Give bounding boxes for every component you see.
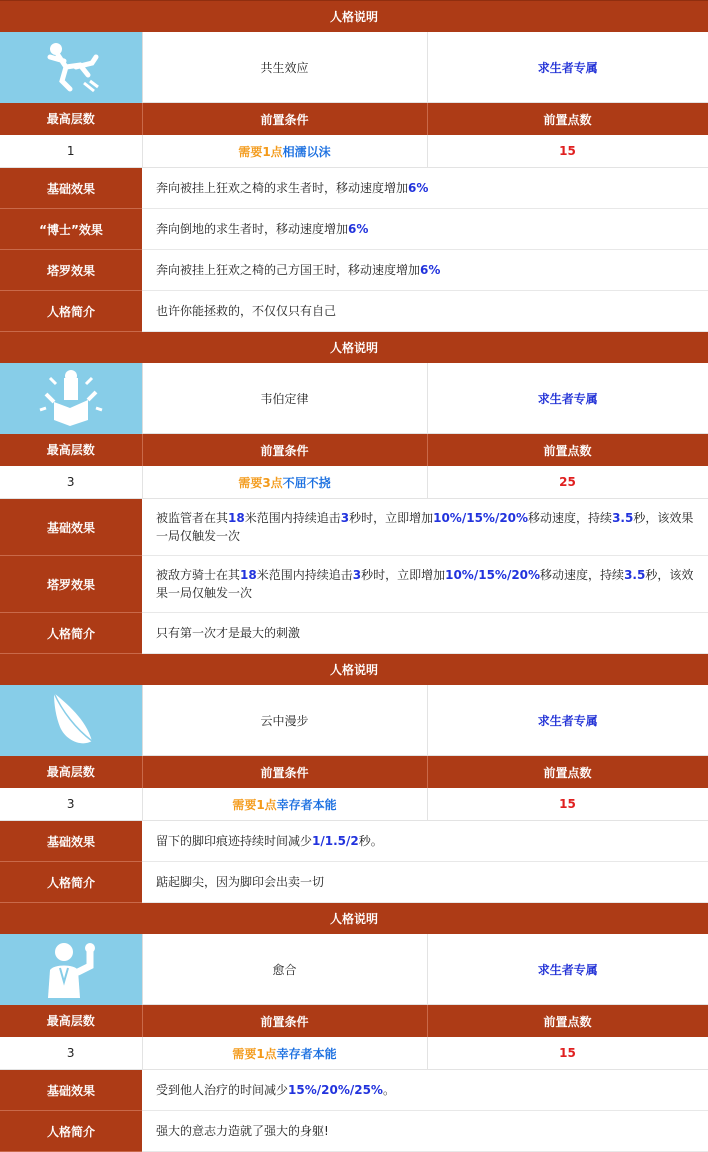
condition-value [142, 135, 427, 168]
row-label-basic: 基础效果 [0, 168, 142, 209]
basic-effect: 奔向被挂上狂欢之椅的求生者时，移动速度增加6% [142, 168, 708, 209]
basic-effect: 受到他人治疗的时间减少15%/20%/25%。 [142, 1070, 708, 1111]
points-value: 15 [427, 135, 708, 168]
perk-icon-cell [0, 685, 142, 756]
prerequisite-link[interactable]: 幸存者本能 [276, 1046, 337, 1061]
condition-value [142, 466, 427, 499]
basic-effect: 留下的脚印痕迹持续时间减少1/1.5/2秒。 [142, 821, 708, 862]
basic-effect: 被监管者在其18米范围内持续追击3秒时，立即增加10%/15%/20%移动速度，持续3.5秒，该效果一局仅触发一次 [142, 499, 708, 556]
perk-camp: 求生者专属 [427, 934, 708, 1005]
max-level-value: 3 [0, 788, 142, 821]
perk-name: 云中漫步 [142, 685, 427, 756]
col-points: 前置点数 [427, 756, 708, 789]
section-header: 人格说明 [0, 654, 708, 686]
condition-value [142, 788, 427, 821]
row-label-intro: 人格简介 [0, 862, 142, 903]
perk-camp: 求生者专属 [427, 32, 708, 103]
row-label-doctor: “博士”效果 [0, 209, 142, 250]
perk-intro: 踮起脚尖，因为脚印会出卖一切 [142, 862, 708, 903]
perk-intro: 只有第一次才是最大的刺激 [142, 613, 708, 654]
points-value: 25 [427, 466, 708, 499]
col-points: 前置点数 [427, 103, 708, 136]
tarot-effect: 奔向被挂上狂欢之椅的己方国王时，移动速度增加6% [142, 250, 708, 291]
col-max-level: 最高层数 [0, 1005, 142, 1038]
prerequisite-link[interactable]: 相濡以沫 [282, 144, 331, 159]
col-max-level: 最高层数 [0, 434, 142, 467]
row-label-intro: 人格简介 [0, 613, 142, 654]
perk-intro: 强大的意志力造就了强大的身躯! [142, 1111, 708, 1152]
prerequisite-link[interactable]: 幸存者本能 [276, 797, 337, 812]
col-points: 前置点数 [427, 1005, 708, 1038]
row-label-tarot: 塔罗效果 [0, 556, 142, 613]
condition-value [142, 1037, 427, 1070]
section-header: 人格说明 [0, 332, 708, 364]
col-points: 前置点数 [427, 434, 708, 467]
section-header: 人格说明 [0, 903, 708, 935]
row-label-basic: 基础效果 [0, 499, 142, 556]
perk-icon-cell [0, 32, 142, 103]
prerequisite-link[interactable]: 不屈不挠 [282, 475, 331, 490]
points-value: 15 [427, 788, 708, 821]
perk-name: 愈合 [142, 934, 427, 1005]
leaping-figure-icon [36, 37, 106, 97]
col-condition: 前置条件 [142, 103, 427, 136]
feather-icon [36, 689, 106, 751]
condition-points: 需要1点 [232, 797, 277, 812]
flexing-man-icon [36, 938, 106, 1000]
doctor-effect: 奔向倒地的求生者时，移动速度增加6% [142, 209, 708, 250]
col-max-level: 最高层数 [0, 103, 142, 136]
perk-camp: 求生者专属 [427, 363, 708, 434]
perk-icon-cell [0, 363, 142, 434]
row-label-intro: 人格简介 [0, 1111, 142, 1152]
tarot-effect: 被敌方骑士在其18米范围内持续追击3秒时，立即增加10%/15%/20%移动速度，持续3.5秒，该效果一局仅触发一次 [142, 556, 708, 613]
perk-intro: 也许你能拯救的，不仅仅只有自己 [142, 291, 708, 332]
condition-points: 需要3点 [238, 475, 283, 490]
col-condition: 前置条件 [142, 1005, 427, 1038]
max-level-value: 3 [0, 1037, 142, 1070]
max-level-value: 1 [0, 135, 142, 168]
perk-camp: 求生者专属 [427, 685, 708, 756]
col-condition: 前置条件 [142, 434, 427, 467]
row-label-intro: 人格简介 [0, 291, 142, 332]
condition-points: 需要1点 [238, 144, 283, 159]
row-label-tarot: 塔罗效果 [0, 250, 142, 291]
perk-name: 共生效应 [142, 32, 427, 103]
jack-in-box-icon [36, 368, 106, 428]
section-header: 人格说明 [0, 1, 708, 33]
col-max-level: 最高层数 [0, 756, 142, 789]
perk-name: 韦伯定律 [142, 363, 427, 434]
row-label-basic: 基础效果 [0, 821, 142, 862]
col-condition: 前置条件 [142, 756, 427, 789]
max-level-value: 3 [0, 466, 142, 499]
row-label-basic: 基础效果 [0, 1070, 142, 1111]
perk-icon-cell [0, 934, 142, 1005]
condition-points: 需要1点 [232, 1046, 277, 1061]
points-value: 15 [427, 1037, 708, 1070]
